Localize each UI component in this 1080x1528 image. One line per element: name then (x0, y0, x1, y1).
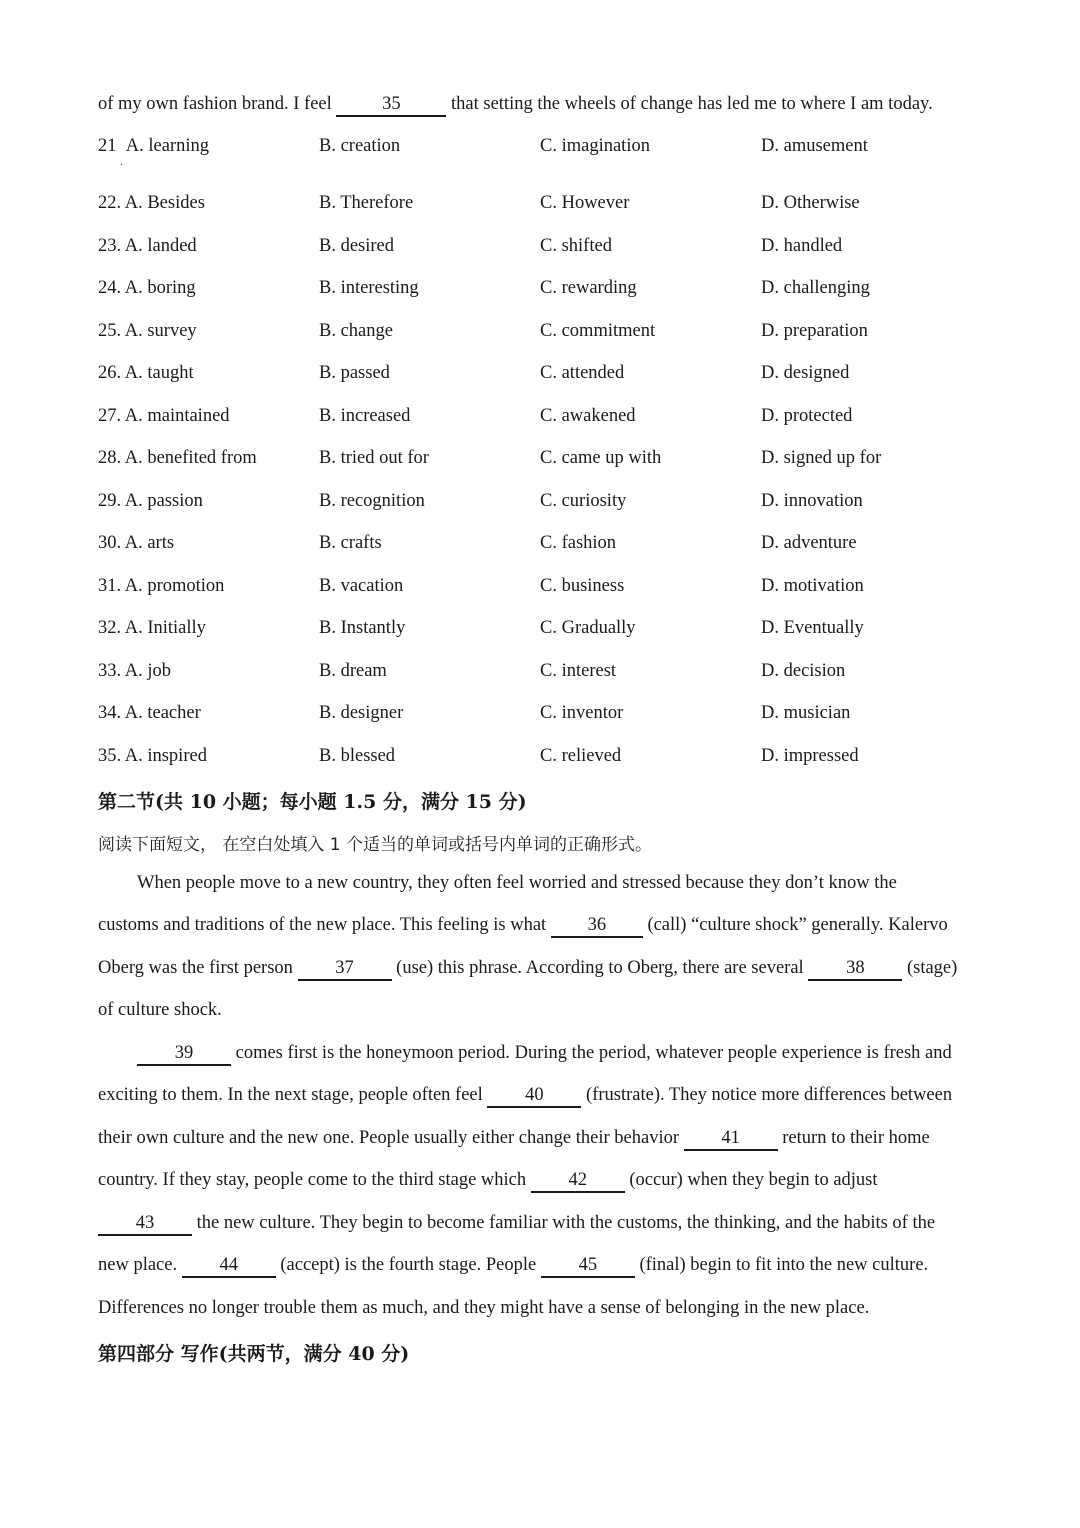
passage-text: comes first is the honeymoon period. During the period, whatever people experience is fresh and (235, 1043, 952, 1063)
option-row (98, 449, 998, 473)
option-num-a: 35. A. inspired (98, 746, 207, 766)
intro-line (98, 95, 933, 117)
option-b: B. passed (319, 363, 390, 383)
option-c: C. interest (540, 661, 617, 681)
option-d: D. preparation (761, 321, 868, 341)
passage-line-6 (98, 1086, 952, 1108)
passage-line-9 (98, 1214, 935, 1236)
option-d: D. handled (761, 236, 843, 256)
option-b: B. creation (319, 136, 401, 156)
option-row (98, 364, 998, 388)
passage-text: return to their home (782, 1128, 930, 1148)
section2-instruction: 阅读下面短文， 在空白处填入 1 个适当的单词或括号内单词的正确形式。 (98, 835, 653, 855)
option-row (98, 194, 998, 218)
option-num-a: 25. A. survey (98, 321, 197, 341)
option-c: C. However (540, 193, 630, 213)
option-b: B. recognition (319, 491, 425, 511)
option-num-a: 24. A. boring (98, 278, 196, 298)
option-row (98, 534, 998, 558)
option-row (98, 577, 998, 601)
option-c: C. inventor (540, 703, 624, 723)
option-b: B. vacation (319, 576, 404, 596)
option-c: C. curiosity (540, 491, 627, 511)
option-d: D. Otherwise (761, 193, 860, 213)
option-num-a: 30. A. arts (98, 533, 175, 553)
blank-45: 45 (541, 1256, 635, 1278)
passage-text: (frustrate). They notice more differences between (586, 1085, 953, 1105)
option-d: D. impressed (761, 746, 859, 766)
passage-line-10 (98, 1256, 928, 1278)
option-row (98, 407, 998, 431)
option-num-a: 21 A. learning (98, 136, 209, 156)
passage-line-11: Differences no longer trouble them as much, and they might have a sense of belonging in the new place. (98, 1298, 870, 1318)
option-row (98, 662, 998, 686)
option-b: B. interesting (319, 278, 419, 298)
passage-text: exciting to them. In the next stage, people often feel (98, 1085, 483, 1105)
option-num-a: 33. A. job (98, 661, 171, 681)
option-b: B. change (319, 321, 393, 341)
option-c: C. fashion (540, 533, 617, 553)
option-b: B. Instantly (319, 618, 406, 638)
passage-line-4: of culture shock. (98, 1000, 222, 1020)
option-c: C. attended (540, 363, 625, 383)
option-num-a: 26. A. taught (98, 363, 194, 383)
option-d: D. Eventually (761, 618, 864, 638)
passage-text: (final) begin to fit into the new culture. (639, 1255, 929, 1275)
passage-text: Oberg was the first person (98, 958, 293, 978)
passage-line-8 (98, 1171, 878, 1193)
option-b: B. Therefore (319, 193, 414, 213)
option-c: C. relieved (540, 746, 622, 766)
option-b: B. dream (319, 661, 387, 681)
intro-text-after: that setting the wheels of change has led me to where I am today. (451, 94, 933, 114)
option-num-a: 28. A. benefited from (98, 448, 257, 468)
option-c: C. Gradually (540, 618, 636, 638)
option-row (98, 747, 998, 771)
option-num-a: 29. A. passion (98, 491, 203, 511)
option-c: C. awakened (540, 406, 636, 426)
option-b: B. increased (319, 406, 411, 426)
option-c: C. came up with (540, 448, 662, 468)
option-d: D. motivation (761, 576, 864, 596)
blank-40: 40 (487, 1086, 581, 1108)
option-d: D. signed up for (761, 448, 882, 468)
blank-44: 44 (182, 1256, 276, 1278)
passage-line-3 (98, 959, 957, 981)
option-num-a: 31. A. promotion (98, 576, 225, 596)
option-c: C. rewarding (540, 278, 637, 298)
option-b: B. crafts (319, 533, 382, 553)
option-d: D. amusement (761, 136, 868, 156)
blank-43: 43 (98, 1214, 192, 1236)
option-d: D. decision (761, 661, 846, 681)
passage-line-1: When people move to a new country, they often feel worried and stressed because they don’t know the (137, 873, 897, 893)
option-row (98, 137, 998, 161)
option-num-a: 32. A. Initially (98, 618, 206, 638)
option-row (98, 492, 998, 516)
blank-37: 37 (298, 959, 392, 981)
option-num-a: 27. A. maintained (98, 406, 230, 426)
section2-heading: 第二节(共 10 小题；每小题 1.5 分，满分 15 分) (98, 791, 527, 813)
option-c: C. imagination (540, 136, 650, 156)
option-row (98, 619, 998, 643)
option-b: B. tried out for (319, 448, 429, 468)
passage-text: (call) “culture shock” generally. Kalervo (647, 915, 948, 935)
option-num-a: 23. A. landed (98, 236, 197, 256)
option-row (98, 322, 998, 346)
option-b: B. designer (319, 703, 404, 723)
passage-text: (stage) (906, 958, 958, 978)
blank-39: 39 (137, 1044, 231, 1066)
option-row (98, 279, 998, 303)
option-row (98, 704, 998, 728)
option-d: D. designed (761, 363, 850, 383)
blank-42: 42 (531, 1171, 625, 1193)
passage-text: (occur) when they begin to adjust (629, 1170, 878, 1190)
blank-35: 35 (336, 95, 446, 117)
option-row (98, 237, 998, 261)
passage-text: (accept) is the fourth stage. People (280, 1255, 537, 1275)
option-c: C. business (540, 576, 625, 596)
passage-line-2 (98, 916, 948, 938)
passage-text: (use) this phrase. According to Oberg, there are several (396, 958, 804, 978)
option-num-a: 34. A. teacher (98, 703, 201, 723)
option-d: D. challenging (761, 278, 870, 298)
blank-41: 41 (684, 1129, 778, 1151)
intro-text-before: of my own fashion brand. I feel (98, 94, 332, 114)
part4-heading: 第四部分 写作(共两节，满分 40 分) (98, 1343, 410, 1365)
option-num-a: 22. A. Besides (98, 193, 205, 213)
passage-text: the new culture. They begin to become familiar with the customs, the thinking, and the habits of the (196, 1213, 936, 1233)
blank-36: 36 (551, 916, 643, 938)
option-c: C. shifted (540, 236, 612, 256)
option-d: D. musician (761, 703, 851, 723)
option-d: D. innovation (761, 491, 863, 511)
passage-text: new place. (98, 1255, 178, 1275)
blank-38: 38 (808, 959, 902, 981)
passage-text: customs and traditions of the new place. This feeling is what (98, 915, 547, 935)
passage-text: country. If they stay, people come to the third stage which (98, 1170, 527, 1190)
option-d: D. protected (761, 406, 853, 426)
passage-text: their own culture and the new one. People usually either change their behavior (98, 1128, 680, 1148)
stray-dot: · (120, 160, 124, 171)
option-d: D. adventure (761, 533, 857, 553)
passage-line-5 (137, 1044, 952, 1066)
option-c: C. commitment (540, 321, 656, 341)
option-b: B. desired (319, 236, 395, 256)
option-b: B. blessed (319, 746, 396, 766)
passage-line-7 (98, 1129, 930, 1151)
